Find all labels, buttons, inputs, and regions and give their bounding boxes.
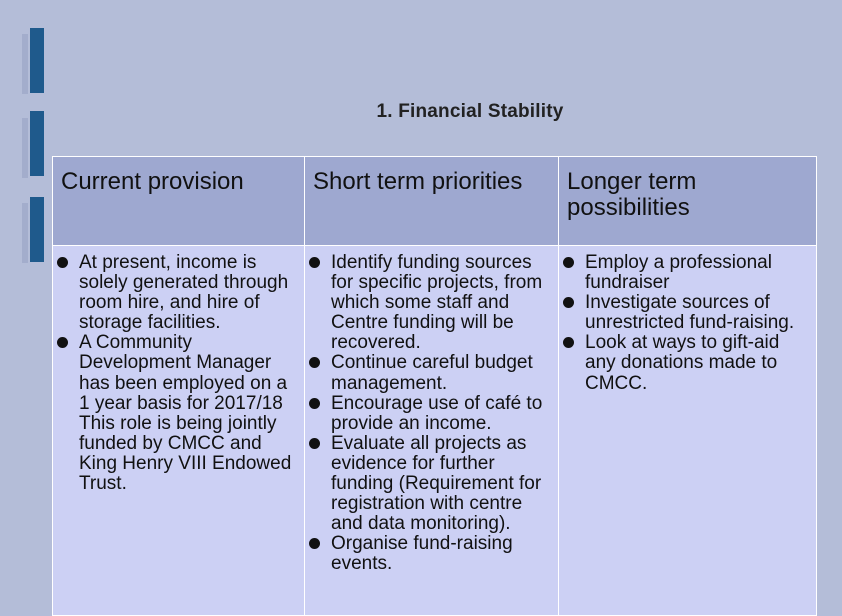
column-heading-current: Current provision <box>53 157 305 246</box>
list-item <box>309 534 554 574</box>
bullet-dot-icon <box>309 257 320 268</box>
list-item <box>563 253 812 293</box>
bullet-dot-icon <box>57 337 68 348</box>
accent-bar <box>30 28 44 93</box>
accent-shadow <box>22 203 28 263</box>
list-item <box>309 394 554 434</box>
current-provision-cell <box>53 246 305 616</box>
bullet-dot-icon <box>57 257 68 268</box>
bullet-text: Identify funding sources for specific projects, from which some staff and Centre funding will be recovered. <box>331 252 543 354</box>
bullet-text: At present, income is solely generated through room hire, and hire of storage facilities. <box>79 252 289 334</box>
accent-bar <box>30 197 44 262</box>
list-item <box>309 434 554 534</box>
slide-title-text: 1. Financial Stability <box>376 101 564 122</box>
column-heading-longer-term: Longer term possibilities <box>559 157 817 246</box>
slide-title <box>0 101 842 123</box>
bullet-dot-icon <box>309 357 320 368</box>
column-heading-short-term: Short term priorities <box>305 157 559 246</box>
bullet-text: Employ a professional fundraiser <box>585 252 772 294</box>
bullet-text: A Community Development Manager has been employed on a 1 year basis for 2017/18 This role is being jointly funded by CMCC and King Henry VIII Endowed Trust. <box>79 332 292 495</box>
current-provision-list <box>57 253 300 494</box>
bullet-dot-icon <box>309 398 320 409</box>
list-item <box>563 333 812 393</box>
bullet-text: Look at ways to gift-aid any donations made to CMCC. <box>585 332 780 394</box>
longer-term-possibilities-cell <box>559 246 817 616</box>
bullet-text: Encourage use of café to provide an income. <box>331 392 543 434</box>
bullet-text: Investigate sources of unrestricted fund-raising. <box>585 292 795 334</box>
financial-stability-table <box>52 156 817 616</box>
header-row <box>53 157 817 246</box>
list-item <box>563 293 812 333</box>
list-item <box>309 253 554 353</box>
list-item <box>57 333 300 494</box>
content-row <box>53 246 817 616</box>
bullet-dot-icon <box>563 297 574 308</box>
bullet-text: Evaluate all projects as evidence for further funding (Requirement for registration with centre and data monitoring). <box>331 432 542 535</box>
short-term-priorities-list <box>309 253 554 575</box>
bullet-text: Organise fund-raising events. <box>331 533 513 575</box>
accent-shadow <box>22 118 28 178</box>
list-item <box>57 253 300 333</box>
bullet-dot-icon <box>309 538 320 549</box>
accent-shadow <box>22 34 28 94</box>
bullet-text: Continue careful budget management. <box>331 352 533 394</box>
longer-term-possibilities-list <box>563 253 812 394</box>
bullet-dot-icon <box>563 337 574 348</box>
bullet-dot-icon <box>309 438 320 449</box>
short-term-priorities-cell <box>305 246 559 616</box>
bullet-dot-icon <box>563 257 574 268</box>
list-item <box>309 353 554 393</box>
